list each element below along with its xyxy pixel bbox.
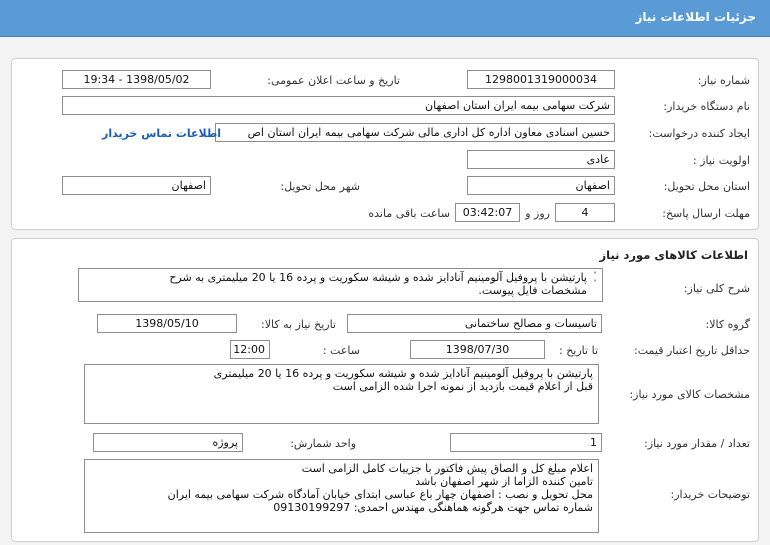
creator-label: ایجاد کننده درخواست: xyxy=(648,127,750,140)
until-label: تا تاریخ : xyxy=(559,344,598,357)
buyer-field: شرکت سهامی بیمه ایران استان اصفهان xyxy=(62,96,615,115)
page-header xyxy=(0,0,770,37)
validity-label: حداقل تاریخ اعتبار قیمت: xyxy=(634,344,750,357)
hour-label: ساعت : xyxy=(322,344,360,357)
notes-field xyxy=(84,459,599,533)
spec-line-1: پارتیشن با پروفیل آلومینیم آنادایز شده و شیشه سکوریت و پرده 16 یا 20 میلیمتری xyxy=(213,367,593,380)
summary-line-1: پارتیشن با پروفیل آلومینیم آنادایز شده و شیشه سکوریت و پرده 16 یا 20 میلیمتری به شرح xyxy=(169,271,587,284)
priority-field: عادی xyxy=(467,150,615,169)
city-label: شهر محل تحویل: xyxy=(280,180,360,193)
summary-scroll-icon[interactable]: ˄ ˅ xyxy=(593,271,597,288)
need-number-label: شماره نیاز: xyxy=(697,74,750,87)
goods-group-field: تاسیسات و مصالح ساختمانی xyxy=(347,314,602,333)
province-field: اصفهان xyxy=(467,176,615,195)
spec-label: مشخصات کالای مورد نیاز: xyxy=(629,388,750,401)
goods-section-title: اطلاعات کالاهای مورد نیاز xyxy=(599,248,748,262)
notes-line-3: محل تحویل و نصب : اصفهان چهار باغ عباسی ابتدای خیابان آمادگاه شرکت سهامی بیمه ایران xyxy=(167,488,593,501)
spec-line-2: قبل از اعلام قیمت بازدید از نمونه اجرا شده الزامی است xyxy=(332,380,593,393)
validity-time-field: 12:00 xyxy=(230,340,270,359)
notes-label: توضیحات خریدار: xyxy=(670,488,750,501)
summary-label: شرح کلی نیاز: xyxy=(683,282,750,295)
deadline-label: مهلت ارسال پاسخ: xyxy=(662,207,750,220)
notes-line-2: تامین کننده الزاما از شهر اصفهان باشد xyxy=(415,475,593,488)
days-field: 4 xyxy=(555,203,615,222)
quantity-label: تعداد / مقدار مورد نیاز: xyxy=(644,437,750,450)
day-and-label: روز و xyxy=(525,207,550,220)
need-number-field: 1298001319000034 xyxy=(467,70,615,89)
summary-field xyxy=(78,268,603,302)
spec-field xyxy=(84,364,599,424)
quantity-field: 1 xyxy=(450,433,602,452)
need-date-label: تاریخ نیاز به کالا: xyxy=(261,318,336,331)
priority-label: اولویت نیاز : xyxy=(692,154,750,167)
time-left-field: 03:42:07 xyxy=(455,203,520,222)
city-field: اصفهان xyxy=(62,176,211,195)
summary-line-2: مشخصات فایل پیوست. xyxy=(478,284,587,297)
buyer-contact-link[interactable]: اطلاعات تماس خریدار xyxy=(102,127,222,140)
announce-field: 1398/05/02 - 19:34 xyxy=(62,70,211,89)
notes-line-1: اعلام مبلغ کل و الصاق پیش فاکتور با جزییات کامل الزامی است xyxy=(301,462,593,475)
goods-group-label: گروه کالا: xyxy=(705,318,750,331)
buyer-label: نام دستگاه خریدار: xyxy=(663,100,750,113)
unit-label: واحد شمارش: xyxy=(290,437,356,450)
page-title: جزئیات اطلاعات نیاز xyxy=(635,10,756,24)
creator-field: حسین اسنادی معاون اداره کل اداری مالی شرکت سهامی بیمه ایران استان اص xyxy=(215,123,615,142)
remaining-label: ساعت باقی مانده xyxy=(368,207,450,220)
announce-label: تاریخ و ساعت اعلان عمومی: xyxy=(267,74,400,87)
unit-field: پروژه xyxy=(93,433,243,452)
notes-line-4: شماره تماس جهت هرگونه هماهنگی مهندس احمدی: 09130199297 xyxy=(273,501,593,514)
validity-date-field: 1398/07/30 xyxy=(410,340,545,359)
need-date-field: 1398/05/10 xyxy=(97,314,237,333)
province-label: استان محل تحویل: xyxy=(663,180,750,193)
